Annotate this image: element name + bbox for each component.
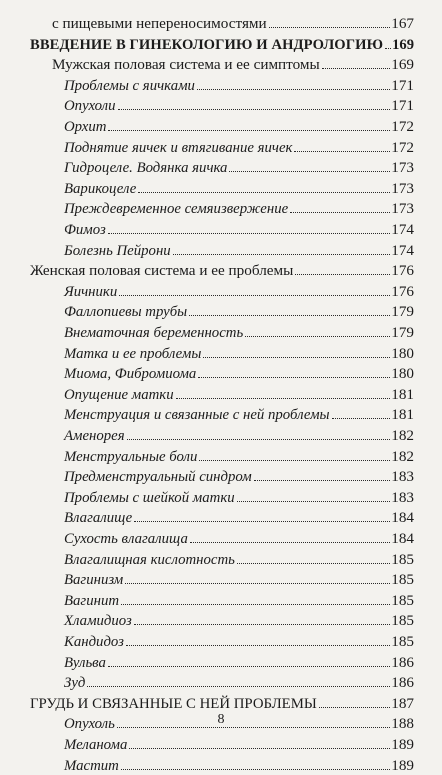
- toc-entry-title: Менструальные боли: [64, 448, 198, 465]
- toc-entry-title: Женская половая система и ее проблемы: [30, 262, 294, 280]
- toc-entry: [64, 239, 414, 260]
- toc-entry-title: Влагалище: [64, 510, 133, 527]
- toc-entry-page: 188: [391, 715, 414, 733]
- toc-entry-title: Вульва: [64, 654, 106, 671]
- toc-entry: [64, 177, 414, 198]
- dot-leader: [237, 563, 390, 564]
- toc-entry-title: Опухоль: [64, 716, 115, 733]
- toc-entry: [64, 156, 414, 177]
- toc-entry-title: Влагалищная кислотность: [64, 551, 235, 568]
- dot-leader: [245, 336, 390, 337]
- toc-entry: [64, 733, 414, 754]
- dot-leader: [189, 315, 390, 316]
- dot-leader: [197, 89, 390, 90]
- toc-entry-title: Опущение матки: [64, 386, 174, 403]
- toc-entry: [30, 33, 414, 54]
- toc-entry: [64, 342, 414, 363]
- toc-entry: [64, 630, 414, 651]
- toc-entry-title: Аменорея: [64, 428, 125, 444]
- toc-entry: [64, 527, 414, 548]
- toc-entry-page: 180: [391, 344, 414, 362]
- dot-leader: [108, 666, 390, 667]
- toc-entry: [64, 115, 414, 136]
- page-number: 8: [217, 712, 225, 727]
- toc-entry: [30, 692, 414, 713]
- toc-entry-title: Варикоцеле: [64, 180, 137, 197]
- toc-entry-page: 171: [391, 97, 414, 115]
- toc-entry-title: Проблемы с яичками: [64, 77, 195, 94]
- toc-entry-page: 182: [391, 427, 414, 444]
- toc-entry-title: ГРУДЬ И СВЯЗАННЫЕ С НЕЙ ПРОБЛЕМЫ: [30, 695, 317, 712]
- toc-entry-page: 185: [391, 571, 414, 589]
- toc-entry: [64, 506, 414, 527]
- toc-entry: [64, 671, 414, 692]
- toc-entry-title: Мужская половая система и ее симптомы: [52, 56, 320, 74]
- dot-leader: [108, 233, 391, 234]
- dot-leader: [269, 27, 391, 28]
- toc-entry: [64, 548, 414, 569]
- toc-entry: [64, 321, 414, 342]
- toc-entry-page: 186: [391, 653, 414, 671]
- toc-entry: [64, 445, 414, 466]
- dot-leader: [121, 769, 390, 770]
- toc-entry-page: 181: [391, 406, 414, 424]
- dot-leader: [237, 501, 391, 502]
- dot-leader: [118, 109, 391, 110]
- dot-leader: [127, 439, 391, 440]
- toc-entry-title: ВВЕДЕНИЕ В ГИНЕКОЛОГИЮ И АНДРОЛОГИЮ: [30, 36, 384, 53]
- toc-entry: [64, 280, 414, 301]
- toc-entry: [64, 568, 414, 589]
- toc-entry: [64, 197, 414, 218]
- toc-entry-page: 185: [391, 550, 414, 568]
- toc-entry: [64, 362, 414, 383]
- toc-entry-page: 187: [391, 694, 414, 712]
- dot-leader: [203, 357, 390, 358]
- dot-leader: [134, 624, 390, 625]
- toc-entry-title: Сухость влагалища: [64, 531, 188, 547]
- toc-entry-page: 173: [391, 159, 414, 177]
- toc-entry-page: 174: [391, 241, 414, 259]
- toc-entry: [64, 609, 414, 630]
- toc-entry: [64, 218, 414, 239]
- toc-entry-title: Матка и ее проблемы: [64, 345, 202, 362]
- toc-entry: [52, 53, 414, 74]
- toc-entry-title: Яичники: [64, 283, 118, 300]
- toc-entry-page: 172: [391, 118, 414, 135]
- dot-leader: [129, 748, 390, 749]
- toc-entry-page: 173: [391, 200, 414, 218]
- toc-entry: [64, 403, 414, 424]
- toc-entry-title: Предменструальный синдром: [64, 469, 252, 486]
- dot-leader: [199, 460, 390, 461]
- toc-entry-title: Внематочная беременность: [64, 325, 244, 341]
- toc-entry-title: Вагинит: [64, 592, 120, 609]
- toc-entry-page: 183: [391, 488, 414, 506]
- toc-entry: [64, 94, 414, 115]
- toc-entry-title: Миома, Фибромиома: [64, 366, 197, 383]
- toc-entry-page: 189: [391, 756, 414, 774]
- toc-entry-page: 181: [391, 385, 414, 403]
- toc-entry-title: Орхит: [64, 119, 107, 135]
- toc-entry-title: Кандидоз: [64, 634, 124, 650]
- toc-entry-page: 179: [391, 303, 414, 321]
- toc-entry-title: с пищевыми непереносимостями: [52, 15, 267, 32]
- toc-entry-title: Вагинизм: [64, 572, 124, 589]
- toc-entry-page: 182: [391, 447, 414, 465]
- dot-leader: [134, 521, 390, 522]
- toc-entry-page: 174: [391, 221, 414, 238]
- toc-entry-page: 189: [391, 736, 414, 753]
- dot-leader: [198, 377, 390, 378]
- toc-entry: [64, 74, 414, 95]
- dot-leader: [229, 171, 390, 172]
- dot-leader: [190, 542, 390, 543]
- toc-entry: [64, 136, 414, 157]
- dot-leader: [87, 686, 390, 687]
- toc-entry-title: Фимоз: [64, 222, 106, 238]
- toc-entry: [52, 12, 414, 33]
- toc-entry-title: Фаллопиевы трубы: [64, 304, 188, 321]
- toc-entry: [64, 486, 414, 507]
- dot-leader: [385, 48, 391, 49]
- toc-entry-title: Менструация и связанные с ней проблемы: [64, 407, 330, 424]
- dot-leader: [322, 68, 390, 69]
- toc-entry-title: Зуд: [64, 675, 86, 692]
- toc-entry-page: 185: [391, 633, 414, 650]
- toc-entry-title: Проблемы с шейкой матки: [64, 489, 235, 506]
- toc-entry: [64, 300, 414, 321]
- toc-entry-page: 169: [392, 36, 414, 53]
- toc-entry-page: 169: [391, 56, 414, 74]
- toc-entry-title: Болезнь Пейрони: [64, 242, 171, 259]
- toc-entry-page: 185: [391, 612, 414, 630]
- dot-leader: [294, 151, 390, 152]
- dot-leader: [125, 583, 390, 584]
- toc-entry-title: Поднятие яичек и втягивание яичек: [64, 139, 293, 156]
- dot-leader: [173, 254, 391, 255]
- toc-entry: [30, 259, 414, 280]
- dot-leader: [121, 604, 390, 605]
- dot-leader: [176, 398, 391, 399]
- dot-leader: [119, 295, 390, 296]
- toc-entry-page: 176: [391, 282, 414, 300]
- toc-entry-page: 184: [391, 530, 414, 547]
- toc-entry-page: 180: [391, 365, 414, 383]
- dot-leader: [108, 130, 390, 131]
- dot-leader: [126, 645, 390, 646]
- dot-leader: [295, 274, 390, 275]
- toc-entry: [64, 383, 414, 404]
- toc-entry: [64, 424, 414, 445]
- toc-entry-title: Мастит: [64, 757, 119, 774]
- toc-entry: [64, 465, 414, 486]
- dot-leader: [332, 418, 391, 419]
- toc-entry-title: Гидроцеле. Водянка яичка: [64, 160, 228, 177]
- toc-entry-page: 184: [391, 509, 414, 527]
- toc-entry-page: 176: [391, 262, 414, 280]
- dot-leader: [290, 212, 390, 213]
- toc-entry-page: 171: [391, 76, 414, 94]
- dot-leader: [138, 192, 390, 193]
- toc-entry-title: Преждевременное семяизвержение: [64, 201, 289, 218]
- toc-entry-page: 172: [391, 138, 414, 156]
- toc-entry: [64, 651, 414, 672]
- toc-entry-page: 167: [391, 15, 414, 32]
- toc-entry-title: Хламидиоз: [64, 613, 132, 630]
- dot-leader: [319, 707, 390, 708]
- toc-entry-page: 185: [391, 591, 414, 609]
- toc-entry-title: Опухоли: [64, 98, 116, 115]
- toc-entry-page: 183: [391, 468, 414, 486]
- toc-entry-page: 179: [391, 324, 414, 341]
- toc-entry-page: 173: [391, 179, 414, 197]
- dot-leader: [254, 480, 391, 481]
- toc-entry-page: 186: [391, 674, 414, 692]
- toc-entry-title: Меланома: [64, 737, 128, 753]
- toc-entry: [64, 589, 414, 610]
